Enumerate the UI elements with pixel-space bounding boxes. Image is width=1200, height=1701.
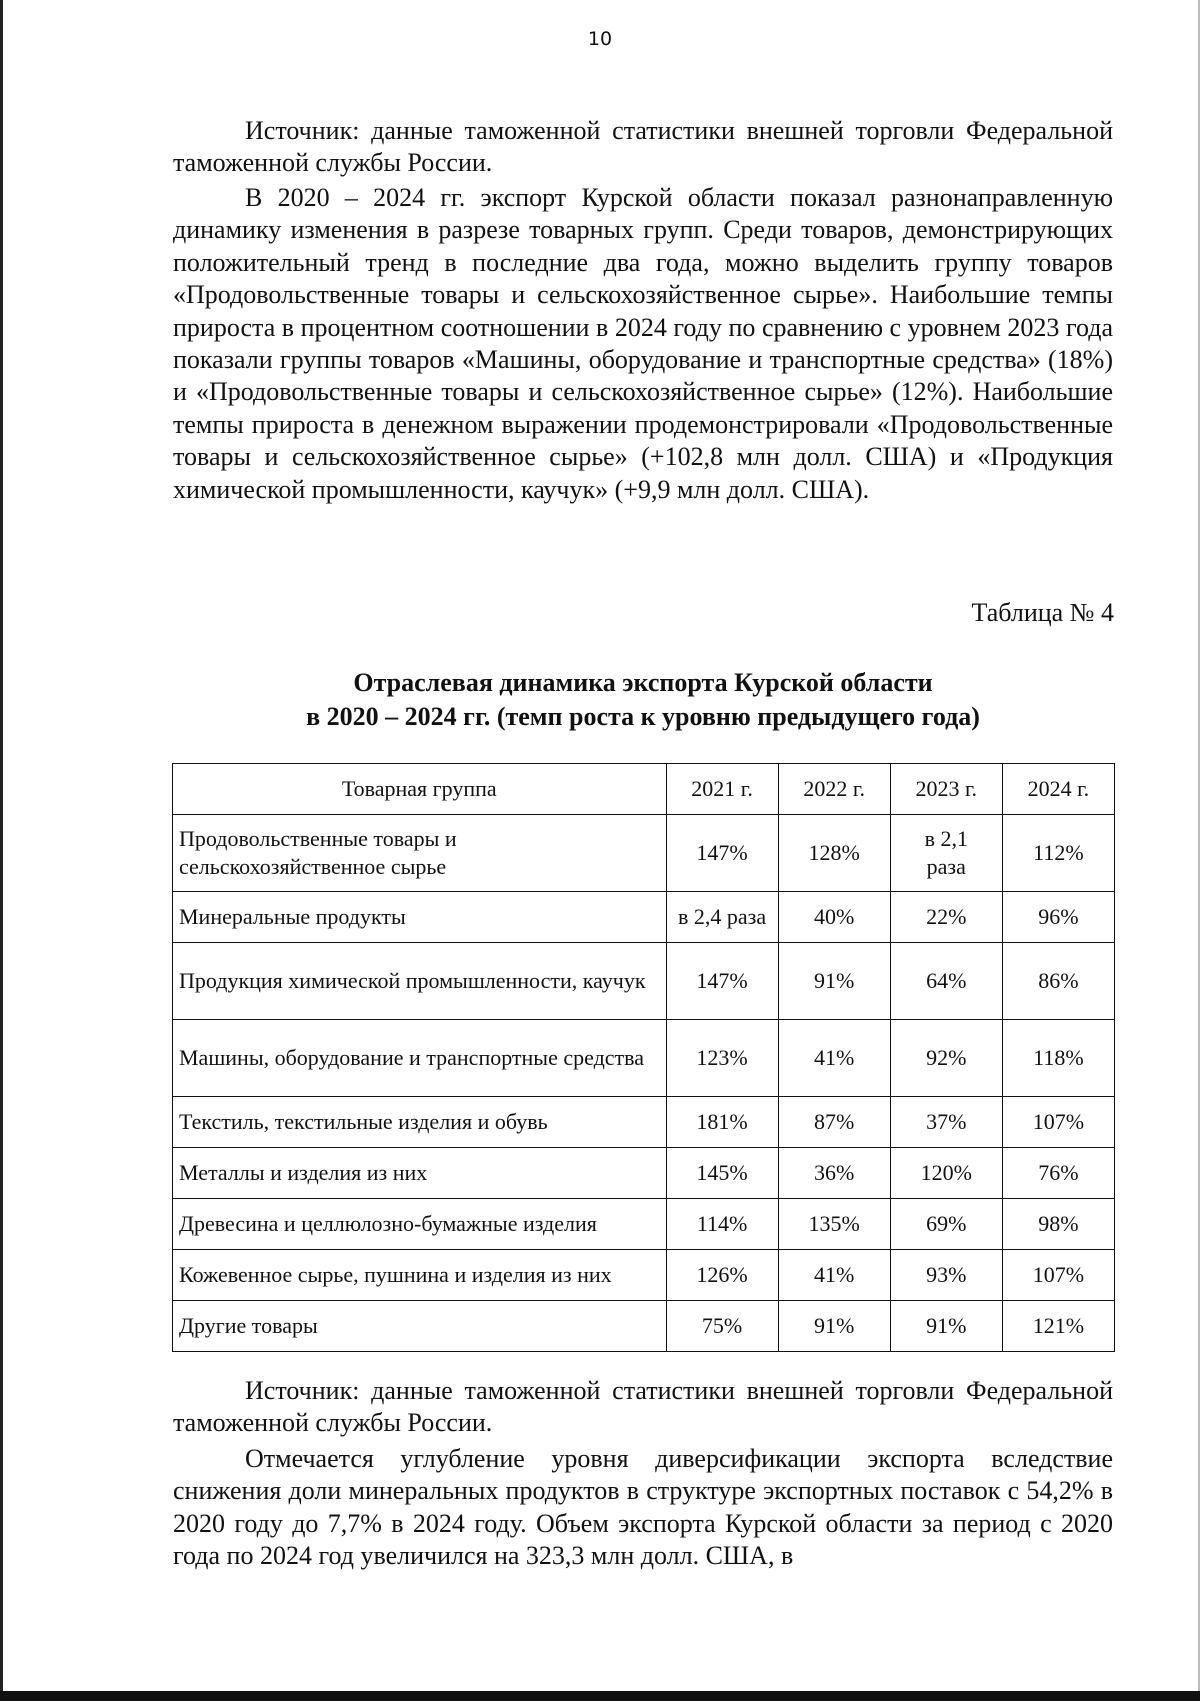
paragraph-export-dynamics xyxy=(173,182,1113,506)
cell-2022: 87% xyxy=(778,1097,890,1148)
table-row xyxy=(173,892,1115,943)
page-number: 10 xyxy=(587,28,613,50)
table-number: Таблица № 4 xyxy=(971,598,1114,627)
cell-2023: 91% xyxy=(890,1301,1002,1352)
cell-2022: 91% xyxy=(778,943,890,1020)
cell-2024: 96% xyxy=(1002,892,1114,943)
cell-2022: 40% xyxy=(778,892,890,943)
cell-2023: 93% xyxy=(890,1250,1002,1301)
table-title-line-2: в 2020 – 2024 гг. (темп роста к уровню предыдущего года) xyxy=(306,702,980,731)
cell-2023: 64% xyxy=(890,943,1002,1020)
cell-2021: 145% xyxy=(666,1148,778,1199)
cell-2022: 36% xyxy=(778,1148,890,1199)
table-title xyxy=(173,666,1113,734)
cell-2021: 147% xyxy=(666,943,778,1020)
header-year-2022: 2022 г. xyxy=(778,764,890,815)
table-row xyxy=(173,1097,1115,1148)
row-label: Другие товары xyxy=(173,1301,667,1352)
cell-2021: 126% xyxy=(666,1250,778,1301)
table-title-line-1: Отраслевая динамика экспорта Курской области xyxy=(353,668,933,697)
table-row xyxy=(173,1148,1115,1199)
scan-left-edge xyxy=(0,0,3,1701)
row-label: Металлы и изделия из них xyxy=(173,1148,667,1199)
table-row xyxy=(173,943,1115,1020)
cell-2022: 128% xyxy=(778,815,890,892)
source-note-top xyxy=(173,115,1113,180)
row-label: Кожевенное сырье, пушнина и изделия из них xyxy=(173,1250,667,1301)
table-row xyxy=(173,815,1115,892)
row-label: Текстиль, текстильные изделия и обувь xyxy=(173,1097,667,1148)
cell-2023: 92% xyxy=(890,1020,1002,1097)
cell-2021: 75% xyxy=(666,1301,778,1352)
table-row xyxy=(173,1199,1115,1250)
row-label: Продовольственные товары и сельскохозяйственное сырье xyxy=(173,815,667,892)
cell-2021: 114% xyxy=(666,1199,778,1250)
paragraph-text: Отмечается углубление уровня диверсификации экспорта вследствие снижения доли минеральных продуктов в структуре экспортных поставок с 54,2% в 2020 году до 7,7% в 2024 году. Объем экспорта Курской области за период с 2020 года по 2024 год увеличился на 323,3 млн долл. США, в xyxy=(173,1444,1113,1571)
cell-2022: 41% xyxy=(778,1250,890,1301)
source-note-text: Источник: данные таможенной статистики внешней торговли Федеральной таможенной службы России. xyxy=(173,116,1113,178)
cell-2024: 107% xyxy=(1002,1097,1114,1148)
table-header-row xyxy=(173,764,1115,815)
source-note-text: Источник: данные таможенной статистики внешней торговли Федеральной таможенной службы России. xyxy=(173,1376,1113,1438)
cell-2024: 107% xyxy=(1002,1250,1114,1301)
cell-2021: в 2,4 раза xyxy=(666,892,778,943)
header-product-group: Товарная группа xyxy=(173,764,667,815)
table-row xyxy=(173,1020,1115,1097)
cell-2022: 135% xyxy=(778,1199,890,1250)
header-year-2024: 2024 г. xyxy=(1002,764,1114,815)
cell-2023: 22% xyxy=(890,892,1002,943)
paragraph-diversification xyxy=(173,1443,1113,1573)
row-label: Машины, оборудование и транспортные средства xyxy=(173,1020,667,1097)
cell-2024: 98% xyxy=(1002,1199,1114,1250)
cell-2021: 147% xyxy=(666,815,778,892)
row-label: Древесина и целлюлозно-бумажные изделия xyxy=(173,1199,667,1250)
cell-2024: 118% xyxy=(1002,1020,1114,1097)
cell-2021: 181% xyxy=(666,1097,778,1148)
source-note-bottom xyxy=(173,1375,1113,1440)
cell-2022: 91% xyxy=(778,1301,890,1352)
cell-2021: 123% xyxy=(666,1020,778,1097)
table-row xyxy=(173,1301,1115,1352)
cell-2023: 69% xyxy=(890,1199,1002,1250)
header-year-2021: 2021 г. xyxy=(666,764,778,815)
cell-2024: 112% xyxy=(1002,815,1114,892)
cell-2024: 121% xyxy=(1002,1301,1114,1352)
scan-bottom-edge xyxy=(0,1691,1200,1701)
export-dynamics-table xyxy=(172,763,1115,1352)
header-year-2023: 2023 г. xyxy=(890,764,1002,815)
table-row xyxy=(173,1250,1115,1301)
cell-2023: 120% xyxy=(890,1148,1002,1199)
row-label: Минеральные продукты xyxy=(173,892,667,943)
row-label: Продукция химической промышленности, каучук xyxy=(173,943,667,1020)
cell-2022: 41% xyxy=(778,1020,890,1097)
cell-2024: 86% xyxy=(1002,943,1114,1020)
cell-2023: 37% xyxy=(890,1097,1002,1148)
cell-2023: в 2,1 раза xyxy=(890,815,1002,892)
paragraph-text: В 2020 – 2024 гг. экспорт Курской области показал разнонаправленную динамику изменения в разрезе товарных групп. Среди товаров, демонстрирующих положительный тренд в последние два года, можно выделить группу товаров «Продовольственные товары и сельскохозяйственное сырье». Наибольшие темпы прироста в процентном соотношении в 2024 году по сравнению с уровнем 2023 года показали группы товаров «Машины, оборудование и транспортные средства» (18%) и «Продовольственные товары и сельскохозяйственное сырье» (12%). Наибольшие темпы прироста в денежном выражении продемонстрировали «Продовольственные товары и сельскохозяйственное сырье» (+102,8 млн долл. США) и «Продукция химической промышленности, каучук» (+9,9 млн долл. США). xyxy=(173,183,1113,504)
cell-2024: 76% xyxy=(1002,1148,1114,1199)
